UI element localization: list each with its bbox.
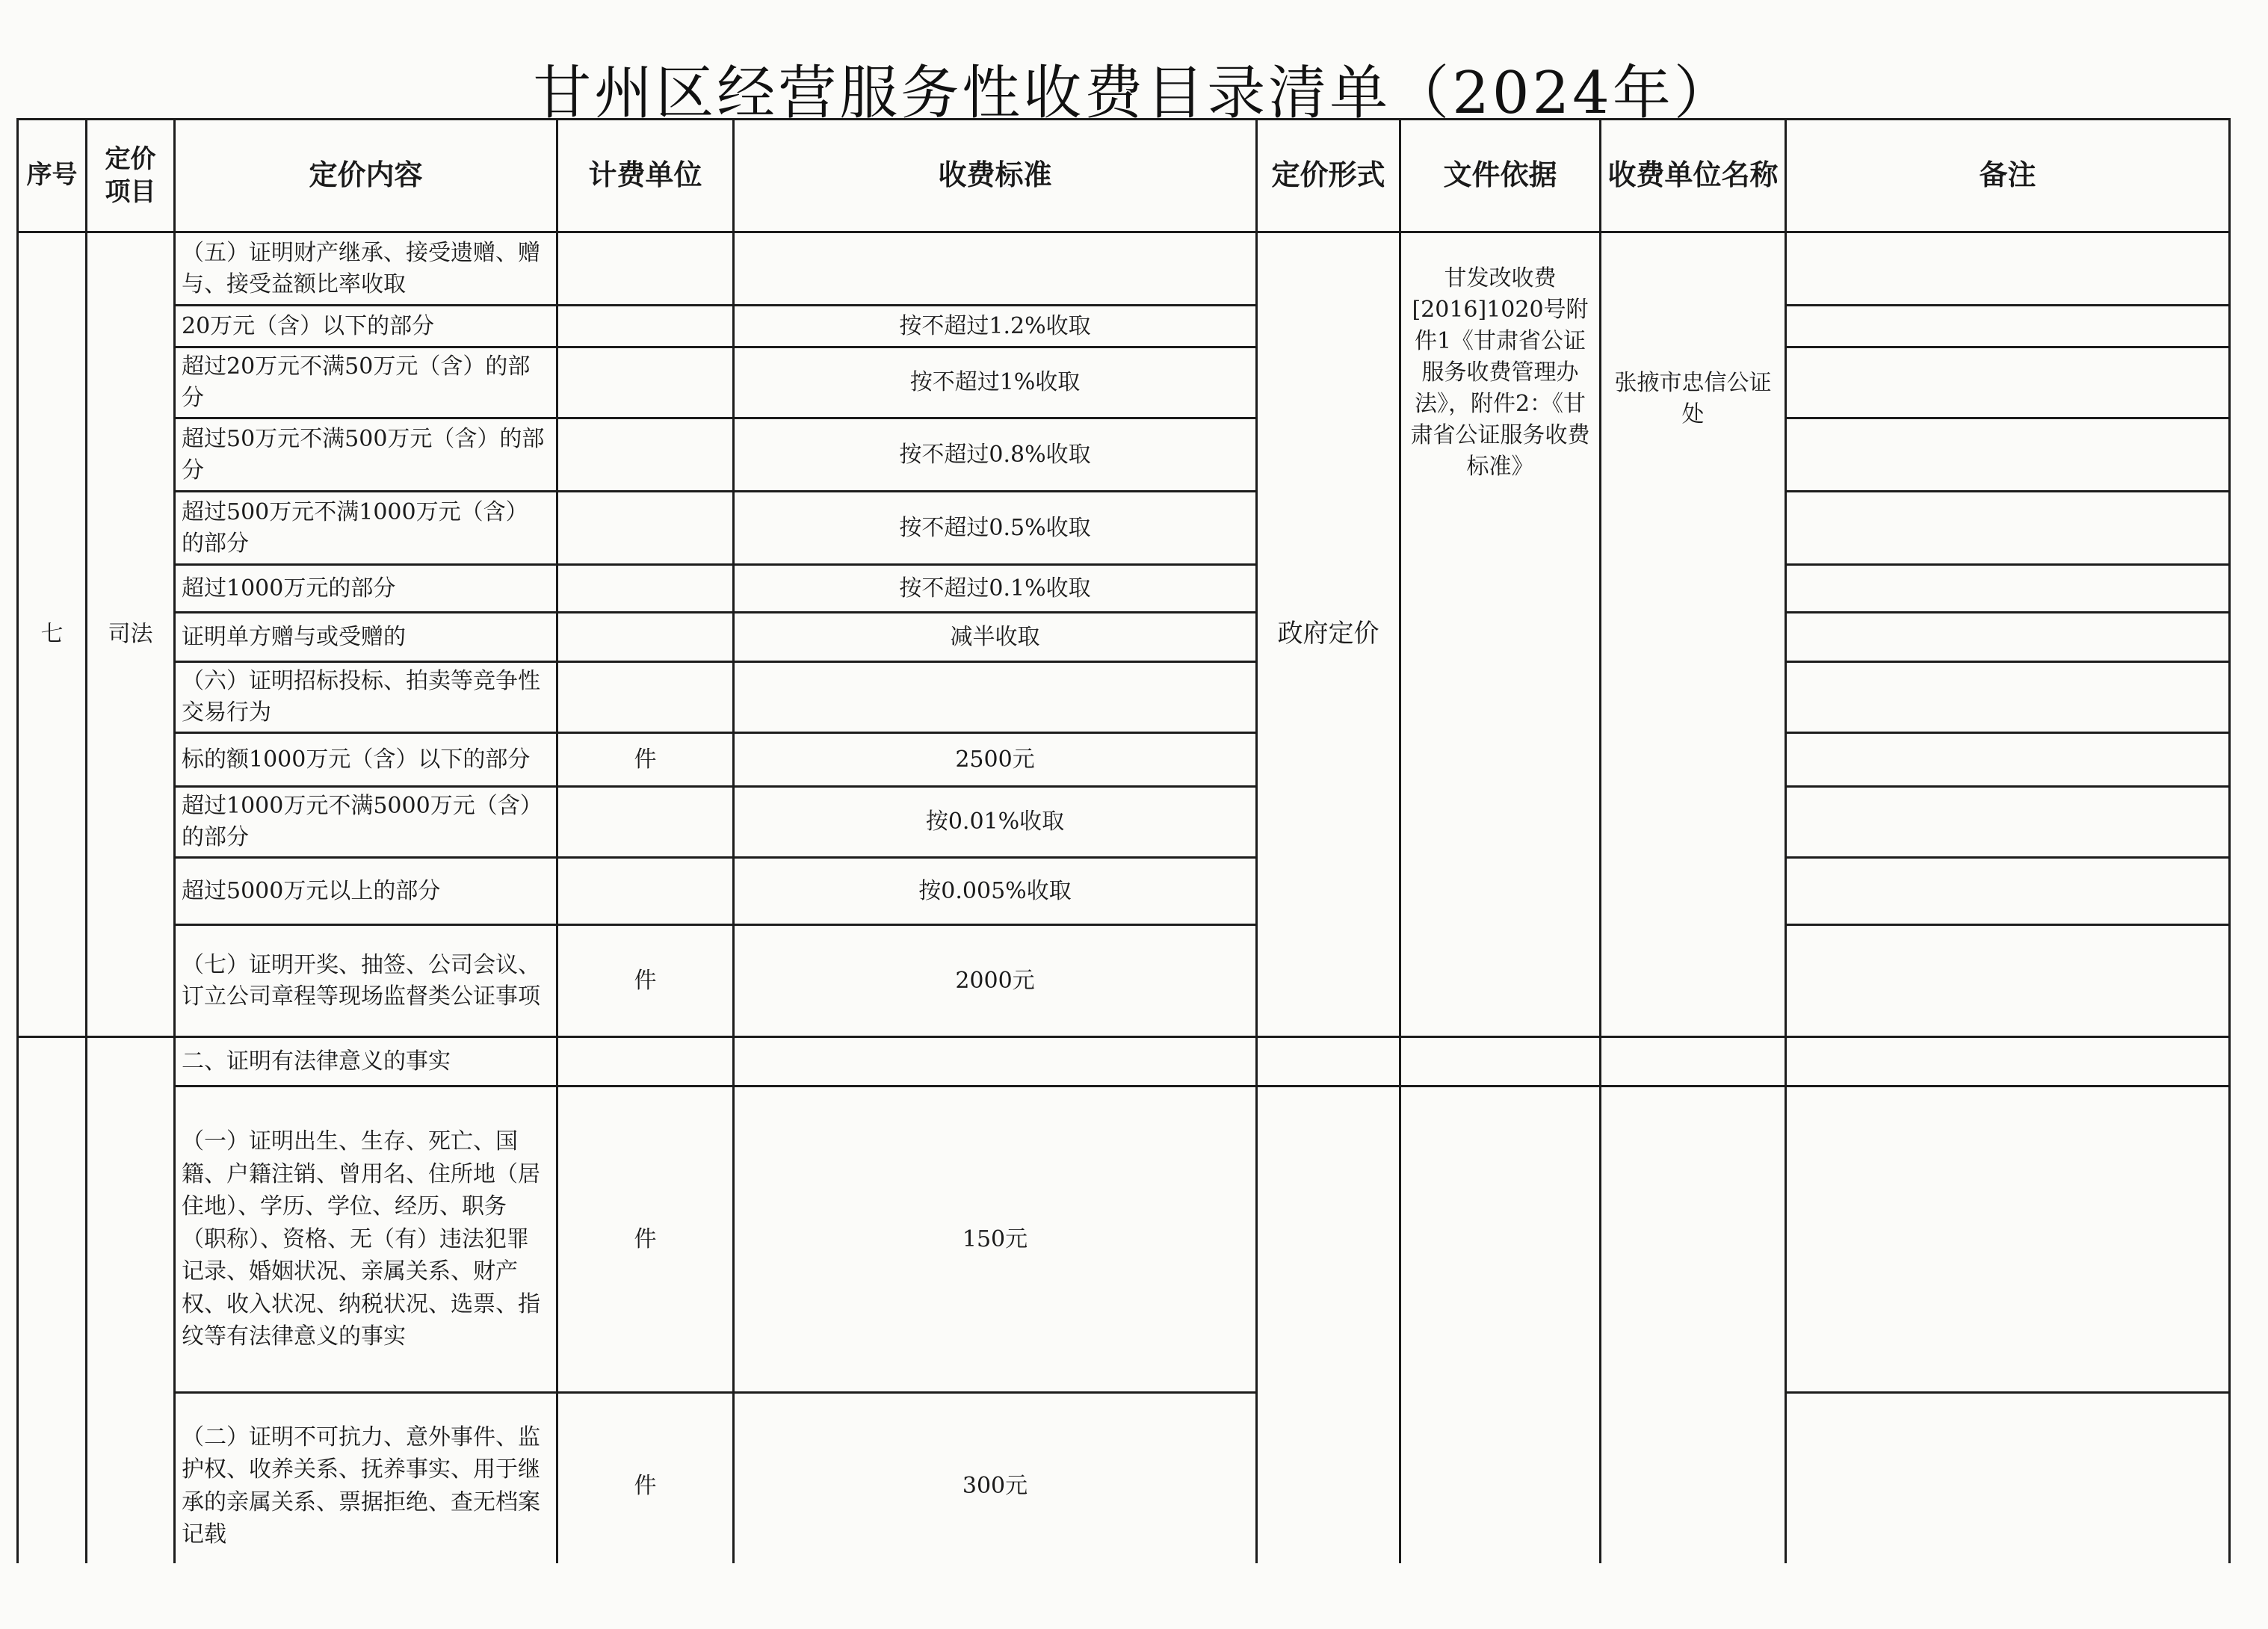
row-seq: 七 [18,232,87,1037]
table-row [18,787,2230,858]
row-standard: 2500元 [734,733,1257,787]
table-row [18,925,2230,1037]
row-standard: 按0.005%收取 [734,858,1257,925]
header-content: 定价内容 [175,120,557,232]
row-standard: 2000元 [734,925,1257,1037]
row-unit: 件 [557,1393,734,1580]
row-content: 20万元（含）以下的部分 [175,306,557,347]
row-standard [734,232,1257,306]
row-remark [1786,1037,2230,1086]
header-basis: 文件依据 [1400,120,1601,232]
row-form: 政府定价 [1257,232,1400,1037]
row-basis [1400,1086,1601,1580]
row-remark [1786,347,2230,418]
row-remark [1786,925,2230,1037]
row-unit [557,347,734,418]
row-unit [557,492,734,565]
row-form [1257,1037,1400,1086]
row-content: 超过1000万元的部分 [175,565,557,613]
row-unit [557,418,734,492]
row-content: 超过50万元不满500万元（含）的部分 [175,418,557,492]
table-row [18,306,2230,347]
row-remark [1786,492,2230,565]
header-row [18,120,2230,232]
fee-table [16,118,2231,1580]
row-unit [557,232,734,306]
row-standard: 按0.01%收取 [734,787,1257,858]
row-content: 超过5000万元以上的部分 [175,858,557,925]
row-item [87,1037,175,1580]
row-basis [1400,1037,1601,1086]
row-remark [1786,565,2230,613]
row-content: 超过1000万元不满5000万元（含）的部分 [175,787,557,858]
row-remark [1786,306,2230,347]
row-content: （一）证明出生、生存、死亡、国籍、户籍注销、曾用名、住所地（居住地）、学历、学位、经历、职务（职称）、资格、无（有）违法犯罪记录、婚姻状况、亲属关系、财产权、收入状况、纳税状况、选票、指纹等有法律意义的事实 [175,1086,557,1393]
row-standard: 150元 [734,1086,1257,1393]
header-standard: 收费标准 [734,120,1257,232]
header-form: 定价形式 [1257,120,1400,232]
row-standard: 按不超过0.8%收取 [734,418,1257,492]
row-unit [557,613,734,662]
row-item: 司法 [87,232,175,1037]
row-standard: 按不超过0.5%收取 [734,492,1257,565]
row-remark [1786,418,2230,492]
page-bottom-margin [0,1563,2268,1629]
row-content: 超过20万元不满50万元（含）的部分 [175,347,557,418]
header-remark: 备注 [1786,120,2230,232]
row-content: （六）证明招标投标、拍卖等竞争性交易行为 [175,662,557,733]
row-form [1257,1086,1400,1580]
row-standard: 减半收取 [734,613,1257,662]
table-row [18,662,2230,733]
table-row [18,733,2230,787]
table-row [18,418,2230,492]
page-title: 甘州区经营服务性收费目录清单（2024年） [533,60,1735,127]
row-standard: 按不超过1.2%收取 [734,306,1257,347]
row-remark [1786,787,2230,858]
row-unit [557,306,734,347]
row-standard: 按不超过1%收取 [734,347,1257,418]
row-remark [1786,662,2230,733]
header-seq: 序号 [18,120,87,232]
table-row [18,565,2230,613]
header-unit: 计费单位 [557,120,734,232]
row-content: （五）证明财产继承、接受遗赠、赠与、接受益额比率收取 [175,232,557,306]
table-row [18,492,2230,565]
row-seq [18,1037,87,1580]
row-unit: 件 [557,1086,734,1393]
row-content: 证明单方赠与或受赠的 [175,613,557,662]
row-basis: 甘发改收费[2016]1020号附件1《甘肃省公证服务收费管理办法》，附件2：《甘肃省公证服务收费标准》 [1400,232,1601,1037]
table-row [18,858,2230,925]
table-row [18,232,2230,306]
row-standard [734,662,1257,733]
row-content: 标的额1000万元（含）以下的部分 [175,733,557,787]
header-unit-name: 收费单位名称 [1601,120,1786,232]
table-row [18,613,2230,662]
table-row [18,1393,2230,1580]
row-remark [1786,858,2230,925]
table-row [18,347,2230,418]
row-standard [734,1037,1257,1086]
row-content: （七）证明开奖、抽签、公司会议、订立公司章程等现场监督类公证事项 [175,925,557,1037]
header-item: 定价项目 [87,120,175,232]
row-remark [1786,232,2230,306]
row-standard: 300元 [734,1393,1257,1580]
row-unit-name [1601,1037,1786,1086]
row-remark [1786,613,2230,662]
row-unit: 件 [557,733,734,787]
row-content: 超过500万元不满1000万元（含）的部分 [175,492,557,565]
row-remark [1786,1086,2230,1393]
row-unit: 件 [557,925,734,1037]
row-unit-name: 张掖市忠信公证处 [1601,232,1786,1037]
row-remark [1786,733,2230,787]
table-row [18,1086,2230,1393]
row-content: 二、证明有法律意义的事实 [175,1037,557,1086]
row-unit [557,565,734,613]
row-unit [557,787,734,858]
row-standard: 按不超过0.1%收取 [734,565,1257,613]
row-unit-name [1601,1086,1786,1580]
row-unit [557,662,734,733]
table-row [18,1037,2230,1086]
row-content: （二）证明不可抗力、意外事件、监护权、收养关系、抚养事实、用于继承的亲属关系、票据拒绝、查无档案记载 [175,1393,557,1580]
row-unit [557,1037,734,1086]
row-remark [1786,1393,2230,1580]
row-unit [557,858,734,925]
